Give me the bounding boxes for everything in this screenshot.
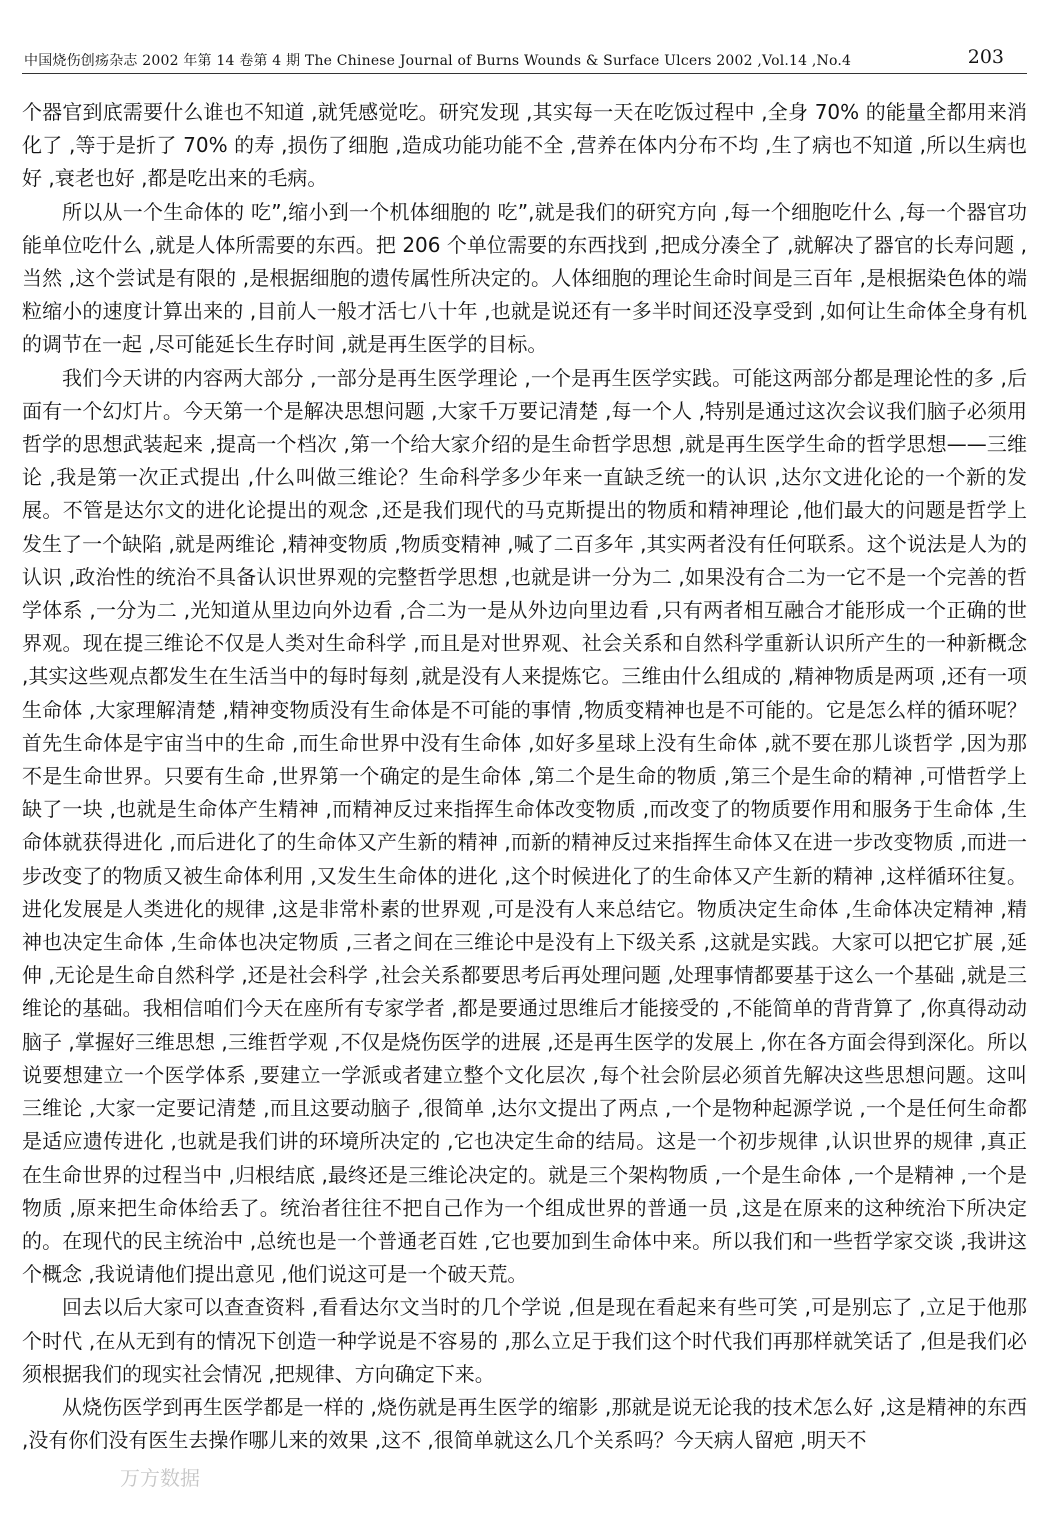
paragraph: 所以从一个生命体的 吃”,缩小到一个机体细胞的 吃”,就是我们的研究方向 ,每一个细胞吃什么 ,每一个器官功能单位吃什么 ,就是人体所需要的东西。把 206 个单位需要的东西找到 ,把成分凑全了 ,就解决了器官的长寿问题 ,当然 ,这个尝试是有限的 ,是根据细胞的遗传属性所决定的。人体细胞的理论生命时间是三百年 ,是根据染色体的端粒缩小的速度计算出来的 ,目前人一般才活七八十年 ,也就是说还有一多半时间还没享受到 ,如何让生命体全身有机的调节在一起 ,尽可能延长生存时间 ,就是再生医学的目标。	[22, 199, 1027, 357]
paragraph: 个器官到底需要什么谁也不知道 ,就凭感觉吃。研究发现 ,其实每一天在吃饭过程中 ,全身 70% 的能量全都用来消化了 ,等于是折了 70% 的寿 ,损伤了细胞 ,造成功能功能不全 ,营养在体内分布不均 ,生了病也不知道 ,所以生病也好 ,衰老也好 ,都是吃出来的毛病。	[22, 100, 1027, 191]
paragraph: 从烧伤医学到再生医学都是一样的 ,烧伤就是再生医学的缩影 ,那就是说无论我的技术怎么好 ,这是精神的东西 ,没有你们没有医生去操作哪儿来的效果 ,这不 ,很简单就这么几个关系吗？今天病人留疤 ,明天不	[22, 1394, 1027, 1453]
header-rule	[22, 73, 1027, 74]
paragraph: 我们今天讲的内容两大部分 ,一部分是再生医学理论 ,一个是再生医学实践。可能这两部分都是理论性的多 ,后面有一个幻灯片。今天第一个是解决思想问题 ,大家千万要记清楚 ,每一个人 ,特别是通过这次会议我们脑子必须用哲学的思想武装起来 ,提高一个档次 ,第一个给大家介绍的是生命哲学思想 ,就是再生医学生命的哲学思想——三维论 ,我是第一次正式提出 ,什么叫做三维论？生命科学多少年来一直缺乏统一的认识 ,达尔文进化论的一个新的发展。不管是达尔文的进化论提出的观念 ,还是我们现代的马克斯提出的物质和精神理论 ,他们最大的问题是哲学上发生了一个缺陷 ,就是两维论 ,精神变物质 ,物质变精神 ,喊了二百多年 ,其实两者没有任何联系。这个说法是人为的认识 ,政治性的统治不具备认识世界观的完整哲学思想 ,也就是讲一分为二 ,如果没有合二为一它不是一个完善的哲学体系 ,一分为二 ,光知道从里边向外边看 ,合二为一是从外边向里边看 ,只有两者相互融合才能形成一个正确的世界观。现在提三维论不仅是人类对生命科学 ,而且是对世界观、社会关系和自然科学重新认识所产生的一种新概念 ,其实这些观点都发生在生活当中的每时每刻 ,就是没有人来提炼它。三维由什么组成的 ,精神物质是两项 ,还有一项生命体 ,大家理解清楚 ,精神变物质没有生命体是不可能的事情 ,物质变精神也是不可能的。它是怎么样的循环呢？首先生命体是宇宙当中的生命 ,而生命世界中没有生命体 ,如好多星球上没有生命体 ,就不要在那儿谈哲学 ,因为那不是生命世界。只要有生命 ,世界第一个确定的是生命体 ,第二个是生命的物质 ,第三个是生命的精神 ,可惜哲学上缺了一块 ,也就是生命体产生精神 ,而精神反过来指挥生命体改变物质 ,而改变了的物质要作用和服务于生命体 ,生命体就获得进化 ,而后进化了的生命体又产生新的精神 ,而新的精神反过来指挥生命体又在进一步改变物质 ,而进一步改变了的物质又被生命体利用 ,又发生生命体的进化 ,这个时候进化了的生命体又产生新的精神 ,这样循环往复。进化发展是人类进化的规律 ,这是非常朴素的世界观 ,可是没有人来总结它。物质决定生命体 ,生命体决定精神 ,精神也决定生命体 ,生命体也决定物质 ,三者之间在三维论中是没有上下级关系 ,这就是实践。大家可以把它扩展 ,延伸 ,无论是生命自然科学 ,还是社会科学 ,社会关系都要思考后再处理问题 ,处理事情都要基于这么一个基础 ,就是三维论的基础。我相信咱们今天在座所有专家学者 ,都是要通过思维后才能接受的 ,不能简单的背背算了 ,你真得动动脑子 ,掌握好三维思想 ,三维哲学观 ,不仅是烧伤医学的进展 ,还是再生医学的发展上 ,你在各方面会得到深化。所以说要想建立一个医学体系 ,要建立一学派或者建立整个文化层次 ,每个社会阶层必须首先解决这些思想问题。这叫三维论 ,大家一定要记清楚 ,而且这要动脑子 ,很简单 ,达尔文提出了两点 ,一个是物种起源学说 ,一个是任何生命都是适应遗传进化 ,也就是我们讲的环境所决定的 ,它也决定生命的结局。这是一个初步规律 ,认识世界的规律 ,真正在生命世界的过程当中 ,归根结底 ,最终还是三维论决定的。就是三个架构物质 ,一个是生命体 ,一个是精神 ,一个是物质 ,原来把生命体给丢了。统治者往往不把自己作为一个组成世界的普通一员 ,这是在原来的这种统治下所决定的。在现代的民主统治中 ,总统也是一个普通老百姓 ,它也要加到生命体中来。所以我们和一些哲学家交谈 ,我讲这个概念 ,我说请他们提出意见 ,他们说这可是一个破天荒。	[22, 365, 1027, 1287]
page-number: 203	[967, 46, 1004, 68]
paragraph: 回去以后大家可以查查资料 ,看看达尔文当时的几个学说 ,但是现在看起来有些可笑 ,可是别忘了 ,立足于他那个时代 ,在从无到有的情况下创造一种学说是不容易的 ,那么立足于我们这个时代我们再那样就笑话了 ,但是我们必须根据我们的现实社会情况 ,把规律、方向确定下来。	[22, 1295, 1027, 1386]
running-header	[24, 40, 1024, 76]
article-body	[22, 96, 1027, 1457]
watermark: 万方数据	[120, 1466, 200, 1490]
journal-citation: 中国烧伤创疡杂志 2002 年第 14 卷第 4 期 The Chinese Journal of Burns Wounds & Surface Ulcers 2002 ,Vol.14 ,No.4	[24, 53, 852, 69]
